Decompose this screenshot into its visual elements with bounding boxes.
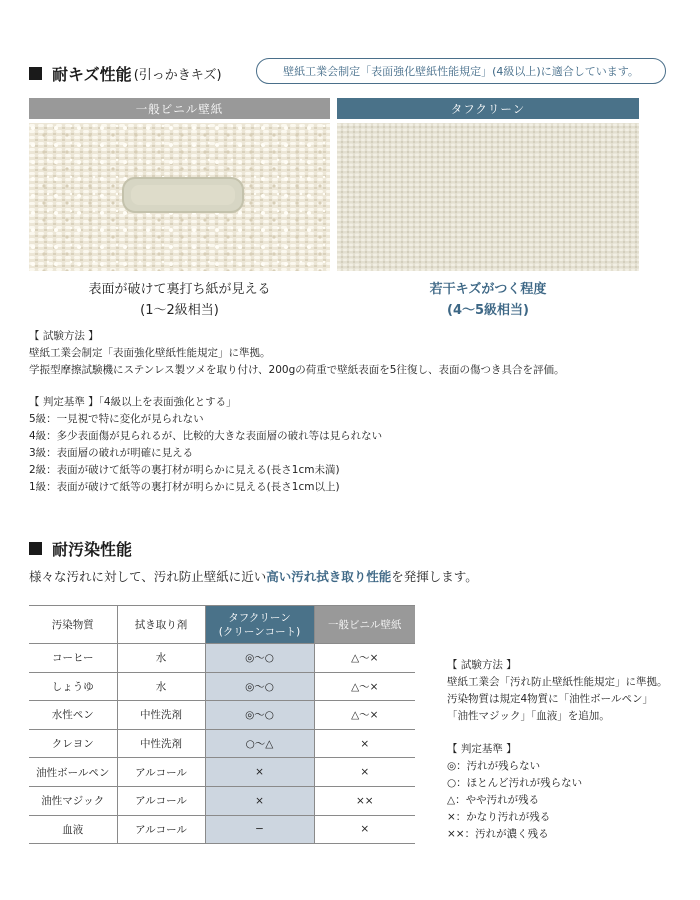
- vinyl-caption-line2: (1〜2級相当): [140, 303, 219, 318]
- scratch-criteria-line: 5級：一見視で特に変化が見られない: [29, 413, 204, 425]
- header-toughclean-line2: (クリーンコート): [218, 625, 301, 638]
- stain-title-text: 耐汚染性能: [52, 540, 133, 559]
- cell-toughclean: −: [205, 815, 314, 844]
- cell-vinyl: ×: [314, 815, 415, 844]
- cell-toughclean: ◎〜○: [205, 672, 314, 701]
- scratch-criteria-line: 4級：多少表面傷が見られるが、比較的大きな表面層の破れ等は見られない: [29, 430, 383, 442]
- table-row: [29, 758, 415, 787]
- header-substance: 汚染物質: [29, 606, 117, 644]
- stain-table: [29, 605, 415, 844]
- cell-cleaner: 水: [117, 672, 205, 701]
- cell-substance: しょうゆ: [29, 672, 117, 701]
- scratch-section-title: [29, 62, 222, 85]
- stain-criteria-line: ○：ほとんど汚れが残らない: [447, 777, 583, 789]
- header-toughclean: [205, 606, 314, 644]
- cell-toughclean: ×: [205, 758, 314, 787]
- cell-toughclean: ◎〜○: [205, 701, 314, 730]
- cell-substance: 水性ペン: [29, 701, 117, 730]
- cell-substance: コーヒー: [29, 644, 117, 673]
- stain-criteria-line: ××：汚れが濃く残る: [447, 828, 549, 840]
- vinyl-header: 一般ビニル壁紙: [29, 98, 330, 119]
- vinyl-caption: [29, 279, 330, 321]
- stain-criteria-heading: 【 判定基準 】: [447, 743, 517, 755]
- stain-lead-highlight: 高い汚れ拭き取り性能: [266, 569, 392, 584]
- table-row: [29, 729, 415, 758]
- cell-substance: 油性マジック: [29, 786, 117, 815]
- cell-cleaner: アルコール: [117, 758, 205, 787]
- cell-cleaner: アルコール: [117, 815, 205, 844]
- table-row: [29, 815, 415, 844]
- header-cleaner: 拭き取り剤: [117, 606, 205, 644]
- toughclean-caption-line2: (4〜5級相当): [447, 303, 529, 318]
- scratch-title-text: 耐キズ性能: [52, 65, 132, 84]
- table-row: [29, 786, 415, 815]
- scratch-criteria-line: 2級：表面が破けて紙等の裏打材が明らかに見える(長さ1cm未満): [29, 464, 340, 476]
- table-row: [29, 672, 415, 701]
- cell-vinyl: △〜×: [314, 701, 415, 730]
- scratch-method-line: 学振型摩擦試験機にステンレス製ツメを取り付け、200gの荷重で壁紙表面を5往復し、表面の傷つき具合を評価。: [29, 364, 565, 376]
- header-toughclean-line1: タフクリーン: [228, 611, 291, 624]
- stain-criteria-line: △：やや汚れが残る: [447, 794, 540, 806]
- stain-criteria: [447, 741, 582, 843]
- cell-cleaner: 水: [117, 644, 205, 673]
- cell-vinyl: △〜×: [314, 644, 415, 673]
- cell-substance: 油性ボールペン: [29, 758, 117, 787]
- standard-badge: 壁紙工業会制定「表面強化壁紙性能規定」(4級以上)に適合しています。: [256, 58, 666, 84]
- cell-toughclean: ×: [205, 786, 314, 815]
- table-row: [29, 644, 415, 673]
- stain-method: [447, 657, 668, 725]
- stain-lead-after: を発揮します。: [391, 569, 478, 584]
- stain-lead-before: 様々な汚れに対して、汚れ防止壁紙に近い: [29, 569, 267, 584]
- cell-cleaner: 中性洗剤: [117, 701, 205, 730]
- cell-vinyl: △〜×: [314, 672, 415, 701]
- cell-cleaner: アルコール: [117, 786, 205, 815]
- stain-criteria-line: ×：かなり汚れが残る: [447, 811, 551, 823]
- stain-method-line: 「油性マジック」「血液」を追加。: [447, 710, 610, 722]
- stain-lead-text: [29, 567, 478, 585]
- cell-vinyl: ×: [314, 758, 415, 787]
- scratch-criteria-heading: 【 判定基準 】「4級以上を表面強化とする」: [29, 396, 237, 408]
- stain-criteria-line: ◎：汚れが残らない: [447, 760, 541, 772]
- scratch-method: [29, 328, 564, 379]
- stain-method-line: 壁紙工業会「汚れ防止壁紙性能規定」に準拠。: [447, 676, 668, 688]
- scratch-method-line: 壁紙工業会制定「表面強化壁紙性能規定」に準拠。: [29, 347, 271, 359]
- stain-method-heading: 【 試験方法 】: [447, 659, 517, 671]
- scratch-criteria: [29, 394, 382, 496]
- table-header-row: [29, 606, 415, 644]
- scratch-title-sub: (引っかきキズ): [133, 68, 222, 83]
- square-bullet-icon: [29, 67, 42, 80]
- cell-toughclean: ◎〜○: [205, 644, 314, 673]
- header-vinyl: 一般ビニル壁紙: [314, 606, 415, 644]
- scratch-criteria-line: 3級：表面層の破れが明確に見える: [29, 447, 194, 459]
- toughclean-caption: [337, 279, 639, 321]
- toughclean-header: タフクリーン: [337, 98, 639, 119]
- cell-substance: クレヨン: [29, 729, 117, 758]
- vinyl-sample-image: [29, 123, 330, 271]
- toughclean-caption-line1: 若干キズがつく程度: [429, 282, 547, 297]
- cell-vinyl: ×: [314, 729, 415, 758]
- scratch-criteria-line: 1級：表面が破けて紙等の裏打材が明らかに見える(長さ1cm以上): [29, 481, 340, 493]
- cell-toughclean: ○〜△: [205, 729, 314, 758]
- cell-cleaner: 中性洗剤: [117, 729, 205, 758]
- stain-method-line: 汚染物質は規定4物質に「油性ボールペン」: [447, 693, 653, 705]
- scratch-method-heading: 【 試験方法 】: [29, 330, 99, 342]
- square-bullet-icon: [29, 542, 42, 555]
- toughclean-sample-image: [337, 123, 639, 271]
- cell-substance: 血液: [29, 815, 117, 844]
- table-row: [29, 701, 415, 730]
- vinyl-caption-line1: 表面が破けて裏打ち紙が見える: [88, 282, 271, 297]
- cell-vinyl: ××: [314, 786, 415, 815]
- stain-section-title: [29, 537, 132, 560]
